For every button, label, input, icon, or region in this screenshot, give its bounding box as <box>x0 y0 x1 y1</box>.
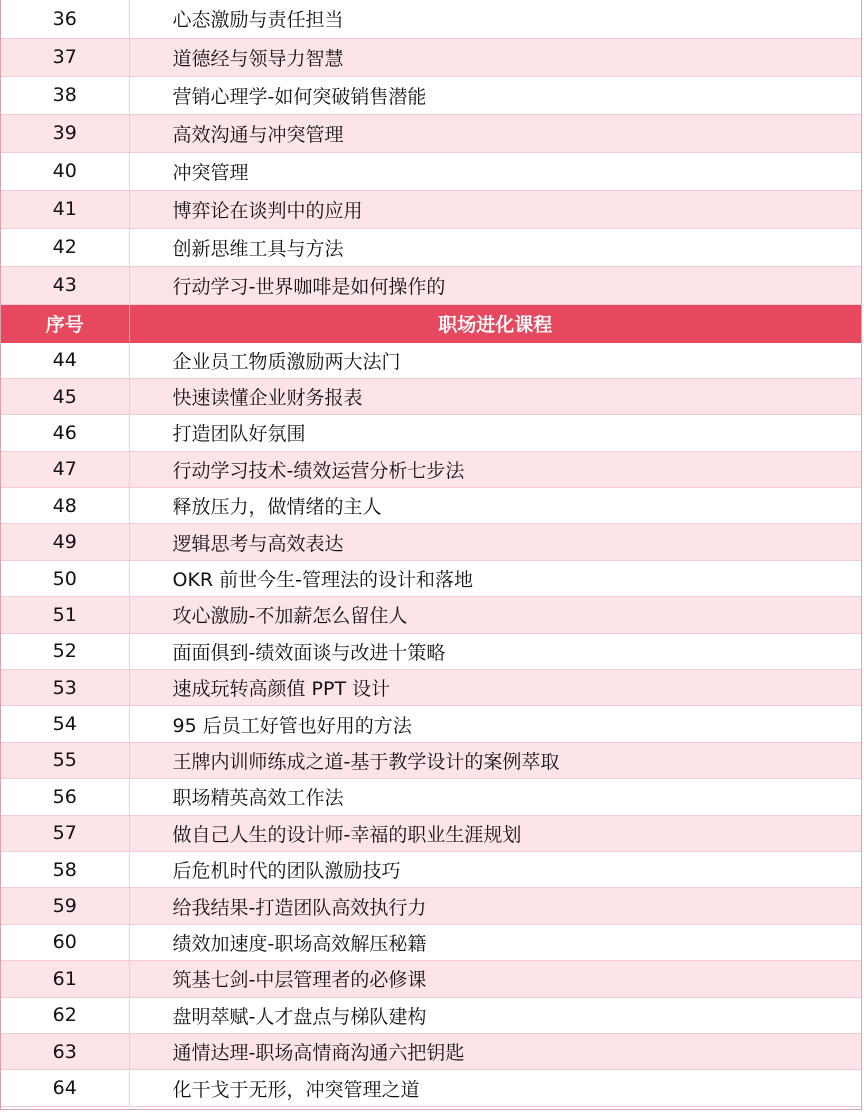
course-name: 速成玩转高颜值 PPT 设计 <box>129 670 861 706</box>
course-number: 57 <box>1 815 129 851</box>
table-row <box>1 266 861 304</box>
table-row <box>1 1070 861 1106</box>
course-name: 博弈论在谈判中的应用 <box>129 190 861 228</box>
course-number: 55 <box>1 742 129 778</box>
course-rows-after <box>1 342 861 1106</box>
table-row <box>1 488 861 524</box>
course-name: 面面俱到-绩效面谈与改进十策略 <box>129 633 861 669</box>
course-name: 快速读懂企业财务报表 <box>129 378 861 414</box>
course-name: 释放压力，做情绪的主人 <box>129 488 861 524</box>
course-number: 46 <box>1 415 129 451</box>
course-name: 化干戈于无形，冲突管理之道 <box>129 1070 861 1106</box>
course-number: 49 <box>1 524 129 560</box>
section-header-group <box>1 304 861 342</box>
table-row <box>1 76 861 114</box>
course-number: 56 <box>1 779 129 815</box>
course-number: 41 <box>1 190 129 228</box>
course-name: 攻心激励-不加薪怎么留住人 <box>129 597 861 633</box>
table-row <box>1 38 861 76</box>
course-name: 企业员工物质激励两大法门 <box>129 342 861 378</box>
table-row <box>1 451 861 487</box>
course-number: 52 <box>1 633 129 669</box>
table-row <box>1 228 861 266</box>
table-row <box>1 524 861 560</box>
course-name: 后危机时代的团队激励技巧 <box>129 851 861 887</box>
table-row <box>1 190 861 228</box>
course-name: 绩效加速度-职场高效解压秘籍 <box>129 924 861 960</box>
table-row <box>1 924 861 960</box>
table-row <box>1 742 861 778</box>
course-number: 63 <box>1 1033 129 1069</box>
table-row <box>1 342 861 378</box>
course-table <box>1 0 861 1107</box>
course-name: 创新思维工具与方法 <box>129 228 861 266</box>
table-row <box>1 706 861 742</box>
course-rows-before <box>1 0 861 304</box>
table-row <box>1 633 861 669</box>
table-row <box>1 1033 861 1069</box>
table-row <box>1 415 861 451</box>
course-number: 64 <box>1 1070 129 1106</box>
course-number: 37 <box>1 38 129 76</box>
course-number: 40 <box>1 152 129 190</box>
course-name: 高效沟通与冲突管理 <box>129 114 861 152</box>
course-number: 59 <box>1 888 129 924</box>
table-row <box>1 560 861 596</box>
course-number: 44 <box>1 342 129 378</box>
course-name: 95 后员工好管也好用的方法 <box>129 706 861 742</box>
course-name: 职场精英高效工作法 <box>129 779 861 815</box>
table-row <box>1 378 861 414</box>
course-number: 51 <box>1 597 129 633</box>
header-course-name: 职场进化课程 <box>129 304 861 342</box>
course-number: 62 <box>1 997 129 1033</box>
course-number: 45 <box>1 378 129 414</box>
course-name: 逻辑思考与高效表达 <box>129 524 861 560</box>
course-number: 39 <box>1 114 129 152</box>
table-row <box>1 0 861 38</box>
course-number: 54 <box>1 706 129 742</box>
table-row <box>1 851 861 887</box>
course-name: 冲突管理 <box>129 152 861 190</box>
course-name: 行动学习-世界咖啡是如何操作的 <box>129 266 861 304</box>
course-number: 58 <box>1 851 129 887</box>
course-number: 53 <box>1 670 129 706</box>
course-name: 打造团队好氛围 <box>129 415 861 451</box>
course-name: 王牌内训师练成之道-基于教学设计的案例萃取 <box>129 742 861 778</box>
table-row <box>1 114 861 152</box>
course-name: OKR 前世今生-管理法的设计和落地 <box>129 560 861 596</box>
course-number: 36 <box>1 0 129 38</box>
course-number: 60 <box>1 924 129 960</box>
header-number: 序号 <box>1 304 129 342</box>
course-name: 行动学习技术-绩效运营分析七步法 <box>129 451 861 487</box>
table-row <box>1 152 861 190</box>
course-name: 心态激励与责任担当 <box>129 0 861 38</box>
course-number: 61 <box>1 961 129 997</box>
section-header-row <box>1 304 861 342</box>
course-number: 38 <box>1 76 129 114</box>
course-number: 48 <box>1 488 129 524</box>
table-row <box>1 597 861 633</box>
course-name: 营销心理学-如何突破销售潜能 <box>129 76 861 114</box>
course-name: 筑基七剑-中层管理者的必修课 <box>129 961 861 997</box>
table-row <box>1 815 861 851</box>
table-row <box>1 670 861 706</box>
course-number: 43 <box>1 266 129 304</box>
table-row <box>1 961 861 997</box>
table-row <box>1 779 861 815</box>
course-name: 盘明萃赋-人才盘点与梯队建构 <box>129 997 861 1033</box>
table-row <box>1 888 861 924</box>
course-name: 道德经与领导力智慧 <box>129 38 861 76</box>
course-name: 通情达理-职场高情商沟通六把钥匙 <box>129 1033 861 1069</box>
course-name: 做自己人生的设计师-幸福的职业生涯规划 <box>129 815 861 851</box>
table-row <box>1 997 861 1033</box>
course-number: 47 <box>1 451 129 487</box>
course-name: 给我结果-打造团队高效执行力 <box>129 888 861 924</box>
course-number: 42 <box>1 228 129 266</box>
course-number: 50 <box>1 560 129 596</box>
